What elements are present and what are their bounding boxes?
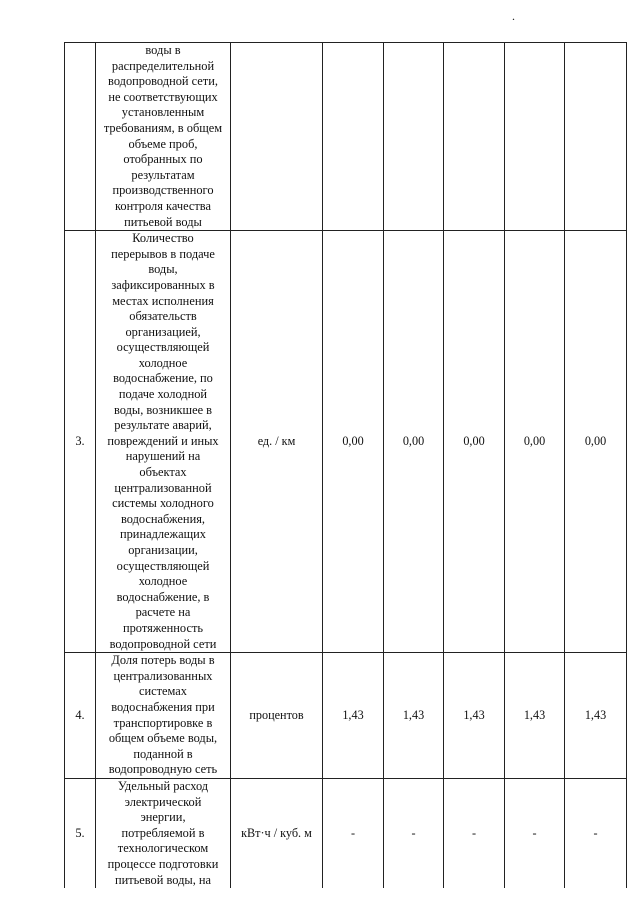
table-row xyxy=(65,43,627,231)
indicator-name-cell xyxy=(96,778,231,888)
indicator-name: Удельный расход электрической энергии, потребляемой в технологическом процессе подготовки питьевой воды, на xyxy=(107,779,219,887)
indicator-name: Доля потерь воды в централизованных системах водоснабжения при транспортировке в общем объеме воды, поданной в водопроводную сеть xyxy=(108,653,218,777)
unit-cell: ед. / км xyxy=(231,231,323,653)
row-number: 4. xyxy=(65,653,96,779)
value-cell: 0,00 xyxy=(323,231,384,653)
value-cell: 1,43 xyxy=(323,653,384,779)
value-cell: 0,00 xyxy=(505,231,565,653)
row-number: 5. xyxy=(65,778,96,888)
row-number: 3. xyxy=(65,231,96,653)
value-cell xyxy=(323,43,384,231)
row-number xyxy=(65,43,96,231)
value-cell: - xyxy=(505,778,565,888)
unit-cell xyxy=(231,43,323,231)
value-cell: - xyxy=(444,778,505,888)
value-cell: 0,00 xyxy=(444,231,505,653)
table-row xyxy=(65,231,627,653)
value-cell: 1,43 xyxy=(505,653,565,779)
value-cell: 0,00 xyxy=(384,231,444,653)
table-row xyxy=(65,653,627,779)
indicator-name: воды в распределительной водопроводной сети, не соответствующих установленным требованиям, в общем объеме проб, отобранных по результатам производственного контроля качества питьевой воды xyxy=(103,43,223,229)
value-cell xyxy=(444,43,505,231)
unit-cell: кВт·ч / куб. м xyxy=(231,778,323,888)
indicator-name-cell xyxy=(96,231,231,653)
value-cell: - xyxy=(565,778,627,888)
indicator-name-cell xyxy=(96,653,231,779)
value-cell: 1,43 xyxy=(565,653,627,779)
value-cell: 0,00 xyxy=(565,231,627,653)
table-row xyxy=(65,778,627,888)
value-cell: - xyxy=(384,778,444,888)
value-cell xyxy=(505,43,565,231)
value-cell: 1,43 xyxy=(444,653,505,779)
indicator-name: Количество перерывов в подаче воды, зафиксированных в местах исполнения обязательств организацией, осуществляющей холодное водоснабжение, по подаче холодной воды, возникшее в результате аварий, повреждений и иных нарушений на объектах централизованной системы холодного водоснабжения, принадлежащих организации, осуществляющей холодное водоснабжение, в расчете на протяженность водопроводной сети xyxy=(107,231,219,651)
indicators-table xyxy=(64,42,627,888)
indicator-name-cell xyxy=(96,43,231,231)
unit-cell: процентов xyxy=(231,653,323,779)
value-cell: 1,43 xyxy=(384,653,444,779)
value-cell: - xyxy=(323,778,384,888)
value-cell xyxy=(565,43,627,231)
value-cell xyxy=(384,43,444,231)
page-mark: . xyxy=(512,9,515,23)
